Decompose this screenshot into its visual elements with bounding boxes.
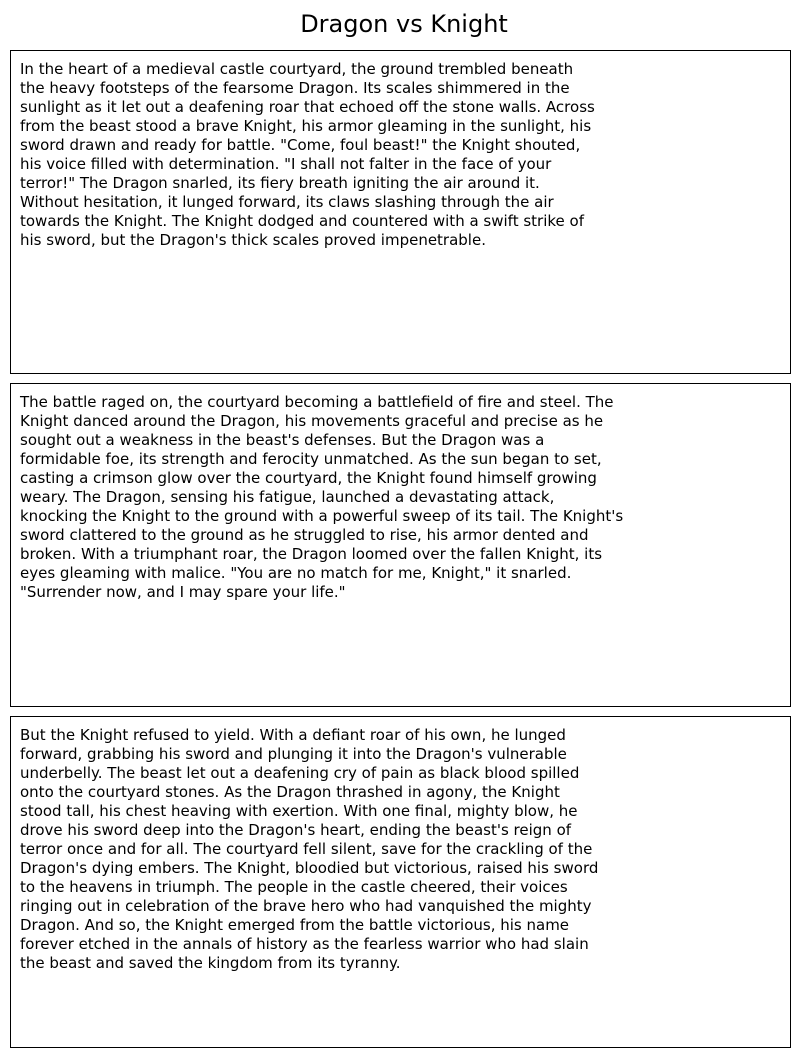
story-panel-1-text: In the heart of a medieval castle courtyard, the ground trembled beneath the heavy footsteps of the fearsome Dragon. Its scales shimmered in the sunlight as it let out a deafening roar that echoed off the stone walls. Across from the beast stood a brave Knight, his armor gleaming in the sunlight, his sword drawn and ready for battle. "Come, foul beast!" the Knight shouted, his voice filled with determination. "I shall not falter in the face of your terror!" The Dragon snarled, its fiery breath igniting the air around it. Without hesitation, it lunged forward, its claws slashing through the air towards the Knight. The Knight dodged and countered with a swift strike of his sword, but the Dragon's thick scales proved impenetrable.: [20, 60, 595, 249]
story-panel-2-text: The battle raged on, the courtyard becoming a battlefield of fire and steel. The Knight danced around the Dragon, his movements graceful and precise as he sought out a weakness in the beast's defenses. But the Dragon was a formidable foe, its strength and ferocity unmatched. As the sun began to set, casting a crimson glow over the courtyard, the Knight found himself growing weary. The Dragon, sensing his fatigue, launched a devastating attack, knocking the Knight to the ground with a powerful sweep of its tail. The Knight's sword clattered to the ground as he struggled to rise, his armor dented and broken. With a triumphant roar, the Dragon loomed over the fallen Knight, its eyes gleaming with malice. "You are no match for me, Knight," it snarled. "Surrender now, and I may spare your life.": [20, 393, 624, 601]
story-panel-3-text: But the Knight refused to yield. With a defiant roar of his own, he lunged forward, grabbing his sword and plunging it into the Dragon's vulnerable underbelly. The beast let out a deafening cry of pain as black blood spilled onto the courtyard stones. As the Dragon thrashed in agony, the Knight stood tall, his chest heaving with exertion. With one final, mighty blow, he drove his sword deep into the Dragon's heart, ending the beast's reign of terror once and for all. The courtyard fell silent, save for the crackling of the Dragon's dying embers. The Knight, bloodied but victorious, raised his sword to the heavens in triumph. The people in the castle cheered, their voices ringing out in celebration of the brave hero who had vanquished the mighty Dragon. And so, the Knight emerged from the battle victorious, his name forever etched in the annals of history as the fearless warrior who had slain the beast and saved the kingdom from its tyranny.: [20, 726, 599, 972]
story-panel-1: [10, 50, 791, 374]
page-title: Dragon vs Knight: [300, 10, 508, 38]
story-panel-3: [10, 716, 791, 1048]
story-panel-2: [10, 383, 791, 707]
